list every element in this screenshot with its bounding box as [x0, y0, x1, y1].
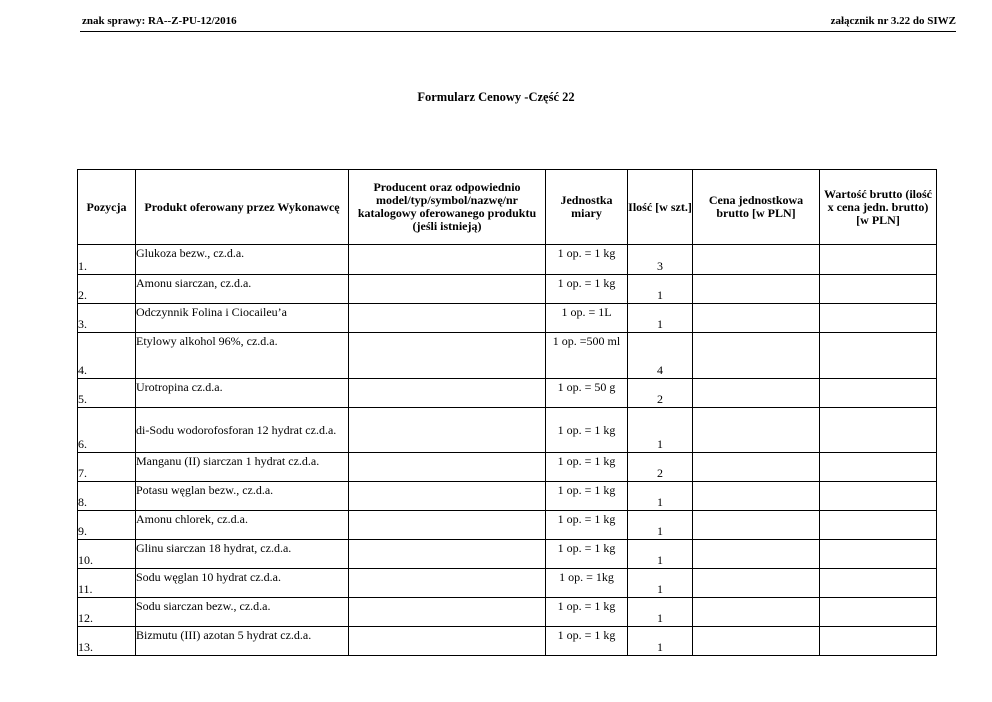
- position-cell: 10.: [78, 540, 136, 569]
- producer-cell[interactable]: [349, 333, 546, 379]
- header-divider: [80, 31, 956, 32]
- gross-value-cell[interactable]: [820, 540, 937, 569]
- price-form-table: [77, 169, 937, 656]
- quantity-cell: 1: [628, 304, 693, 333]
- unit-cell: 1 op. = 1 kg: [546, 627, 628, 656]
- position-cell: 1.: [78, 245, 136, 275]
- column-header-position: Pozycja: [78, 170, 136, 245]
- table-row: [78, 511, 937, 540]
- gross-value-cell[interactable]: [820, 482, 937, 511]
- product-cell: Amonu chlorek, cz.d.a.: [136, 511, 349, 540]
- unit-cell: 1 op. = 1 kg: [546, 482, 628, 511]
- quantity-cell: 1: [628, 627, 693, 656]
- unit-price-cell[interactable]: [693, 333, 820, 379]
- unit-price-cell[interactable]: [693, 627, 820, 656]
- column-header-product: Produkt oferowany przez Wykonawcę: [136, 170, 349, 245]
- table-row: [78, 408, 937, 453]
- quantity-cell: 1: [628, 408, 693, 453]
- gross-value-cell[interactable]: [820, 598, 937, 627]
- product-cell: Glinu siarczan 18 hydrat, cz.d.a.: [136, 540, 349, 569]
- table-row: [78, 482, 937, 511]
- gross-value-cell[interactable]: [820, 379, 937, 408]
- product-cell: Sodu siarczan bezw., cz.d.a.: [136, 598, 349, 627]
- unit-price-cell[interactable]: [693, 482, 820, 511]
- position-cell: 11.: [78, 569, 136, 598]
- gross-value-cell[interactable]: [820, 453, 937, 482]
- position-cell: 4.: [78, 333, 136, 379]
- column-header-unit: Jednostka miary: [546, 170, 628, 245]
- table-row: [78, 569, 937, 598]
- unit-price-cell[interactable]: [693, 598, 820, 627]
- unit-cell: 1 op. = 50 g: [546, 379, 628, 408]
- unit-price-cell[interactable]: [693, 569, 820, 598]
- table-row: [78, 333, 937, 379]
- position-cell: 6.: [78, 408, 136, 453]
- position-cell: 2.: [78, 275, 136, 304]
- position-cell: 12.: [78, 598, 136, 627]
- gross-value-cell[interactable]: [820, 408, 937, 453]
- table-row: [78, 275, 937, 304]
- table-row: [78, 245, 937, 275]
- gross-value-cell[interactable]: [820, 333, 937, 379]
- producer-cell[interactable]: [349, 482, 546, 511]
- quantity-cell: 3: [628, 245, 693, 275]
- quantity-cell: 1: [628, 569, 693, 598]
- attachment-label: załącznik nr 3.22 do SIWZ: [830, 15, 956, 27]
- column-header-quantity: Ilość [w szt.]: [628, 170, 693, 245]
- document-title: Formularz Cenowy -Część 22: [417, 90, 575, 104]
- product-cell: Odczynnik Folina i Ciocaileu’a: [136, 304, 349, 333]
- product-cell: Bizmutu (III) azotan 5 hydrat cz.d.a.: [136, 627, 349, 656]
- producer-cell[interactable]: [349, 304, 546, 333]
- producer-cell[interactable]: [349, 598, 546, 627]
- gross-value-cell[interactable]: [820, 275, 937, 304]
- unit-price-cell[interactable]: [693, 275, 820, 304]
- case-number: znak sprawy: RA--Z-PU-12/2016: [82, 15, 237, 27]
- quantity-cell: 1: [628, 540, 693, 569]
- producer-cell[interactable]: [349, 275, 546, 304]
- producer-cell[interactable]: [349, 453, 546, 482]
- unit-cell: 1 op. = 1 kg: [546, 511, 628, 540]
- column-header-producer: Producent oraz odpowiednio model/typ/symbol/nazwę/nr katalogowy oferowanego produktu (jeśli istnieją): [349, 170, 546, 245]
- producer-cell[interactable]: [349, 511, 546, 540]
- product-cell: di-Sodu wodorofosforan 12 hydrat cz.d.a.: [136, 408, 349, 453]
- unit-cell: 1 op. =500 ml: [546, 333, 628, 379]
- quantity-cell: 1: [628, 275, 693, 304]
- table-row: [78, 540, 937, 569]
- position-cell: 3.: [78, 304, 136, 333]
- product-cell: Potasu węglan bezw., cz.d.a.: [136, 482, 349, 511]
- position-cell: 5.: [78, 379, 136, 408]
- table-row: [78, 627, 937, 656]
- unit-cell: 1 op. = 1 kg: [546, 408, 628, 453]
- table-header-row: [78, 170, 937, 245]
- quantity-cell: 2: [628, 453, 693, 482]
- product-cell: Glukoza bezw., cz.d.a.: [136, 245, 349, 275]
- table-row: [78, 453, 937, 482]
- unit-cell: 1 op. = 1 kg: [546, 275, 628, 304]
- column-header-unit-price: Cena jednostkowa brutto [w PLN]: [693, 170, 820, 245]
- quantity-cell: 1: [628, 598, 693, 627]
- quantity-cell: 4: [628, 333, 693, 379]
- unit-cell: 1 op. = 1 kg: [546, 598, 628, 627]
- position-cell: 9.: [78, 511, 136, 540]
- product-cell: Manganu (II) siarczan 1 hydrat cz.d.a.: [136, 453, 349, 482]
- quantity-cell: 1: [628, 511, 693, 540]
- gross-value-cell[interactable]: [820, 511, 937, 540]
- gross-value-cell[interactable]: [820, 627, 937, 656]
- position-cell: 13.: [78, 627, 136, 656]
- unit-price-cell[interactable]: [693, 245, 820, 275]
- producer-cell[interactable]: [349, 245, 546, 275]
- unit-price-cell[interactable]: [693, 540, 820, 569]
- table-row: [78, 379, 937, 408]
- unit-cell: 1 op. = 1 kg: [546, 453, 628, 482]
- product-cell: Amonu siarczan, cz.d.a.: [136, 275, 349, 304]
- product-cell: Etylowy alkohol 96%, cz.d.a.: [136, 333, 349, 379]
- unit-price-cell[interactable]: [693, 408, 820, 453]
- producer-cell[interactable]: [349, 408, 546, 453]
- gross-value-cell[interactable]: [820, 304, 937, 333]
- product-cell: Urotropina cz.d.a.: [136, 379, 349, 408]
- producer-cell[interactable]: [349, 569, 546, 598]
- producer-cell[interactable]: [349, 627, 546, 656]
- unit-price-cell[interactable]: [693, 453, 820, 482]
- producer-cell[interactable]: [349, 540, 546, 569]
- unit-cell: 1 op. = 1 kg: [546, 540, 628, 569]
- gross-value-cell[interactable]: [820, 569, 937, 598]
- quantity-cell: 2: [628, 379, 693, 408]
- gross-value-cell[interactable]: [820, 245, 937, 275]
- table-row: [78, 304, 937, 333]
- unit-price-cell[interactable]: [693, 511, 820, 540]
- unit-price-cell[interactable]: [693, 379, 820, 408]
- quantity-cell: 1: [628, 482, 693, 511]
- product-cell: Sodu węglan 10 hydrat cz.d.a.: [136, 569, 349, 598]
- unit-price-cell[interactable]: [693, 304, 820, 333]
- table-row: [78, 598, 937, 627]
- unit-cell: 1 op. = 1kg: [546, 569, 628, 598]
- unit-cell: 1 op. = 1 kg: [546, 245, 628, 275]
- producer-cell[interactable]: [349, 379, 546, 408]
- position-cell: 7.: [78, 453, 136, 482]
- column-header-gross-value: Wartość brutto (ilość x cena jedn. brutto) [w PLN]: [820, 170, 937, 245]
- unit-cell: 1 op. = 1L: [546, 304, 628, 333]
- position-cell: 8.: [78, 482, 136, 511]
